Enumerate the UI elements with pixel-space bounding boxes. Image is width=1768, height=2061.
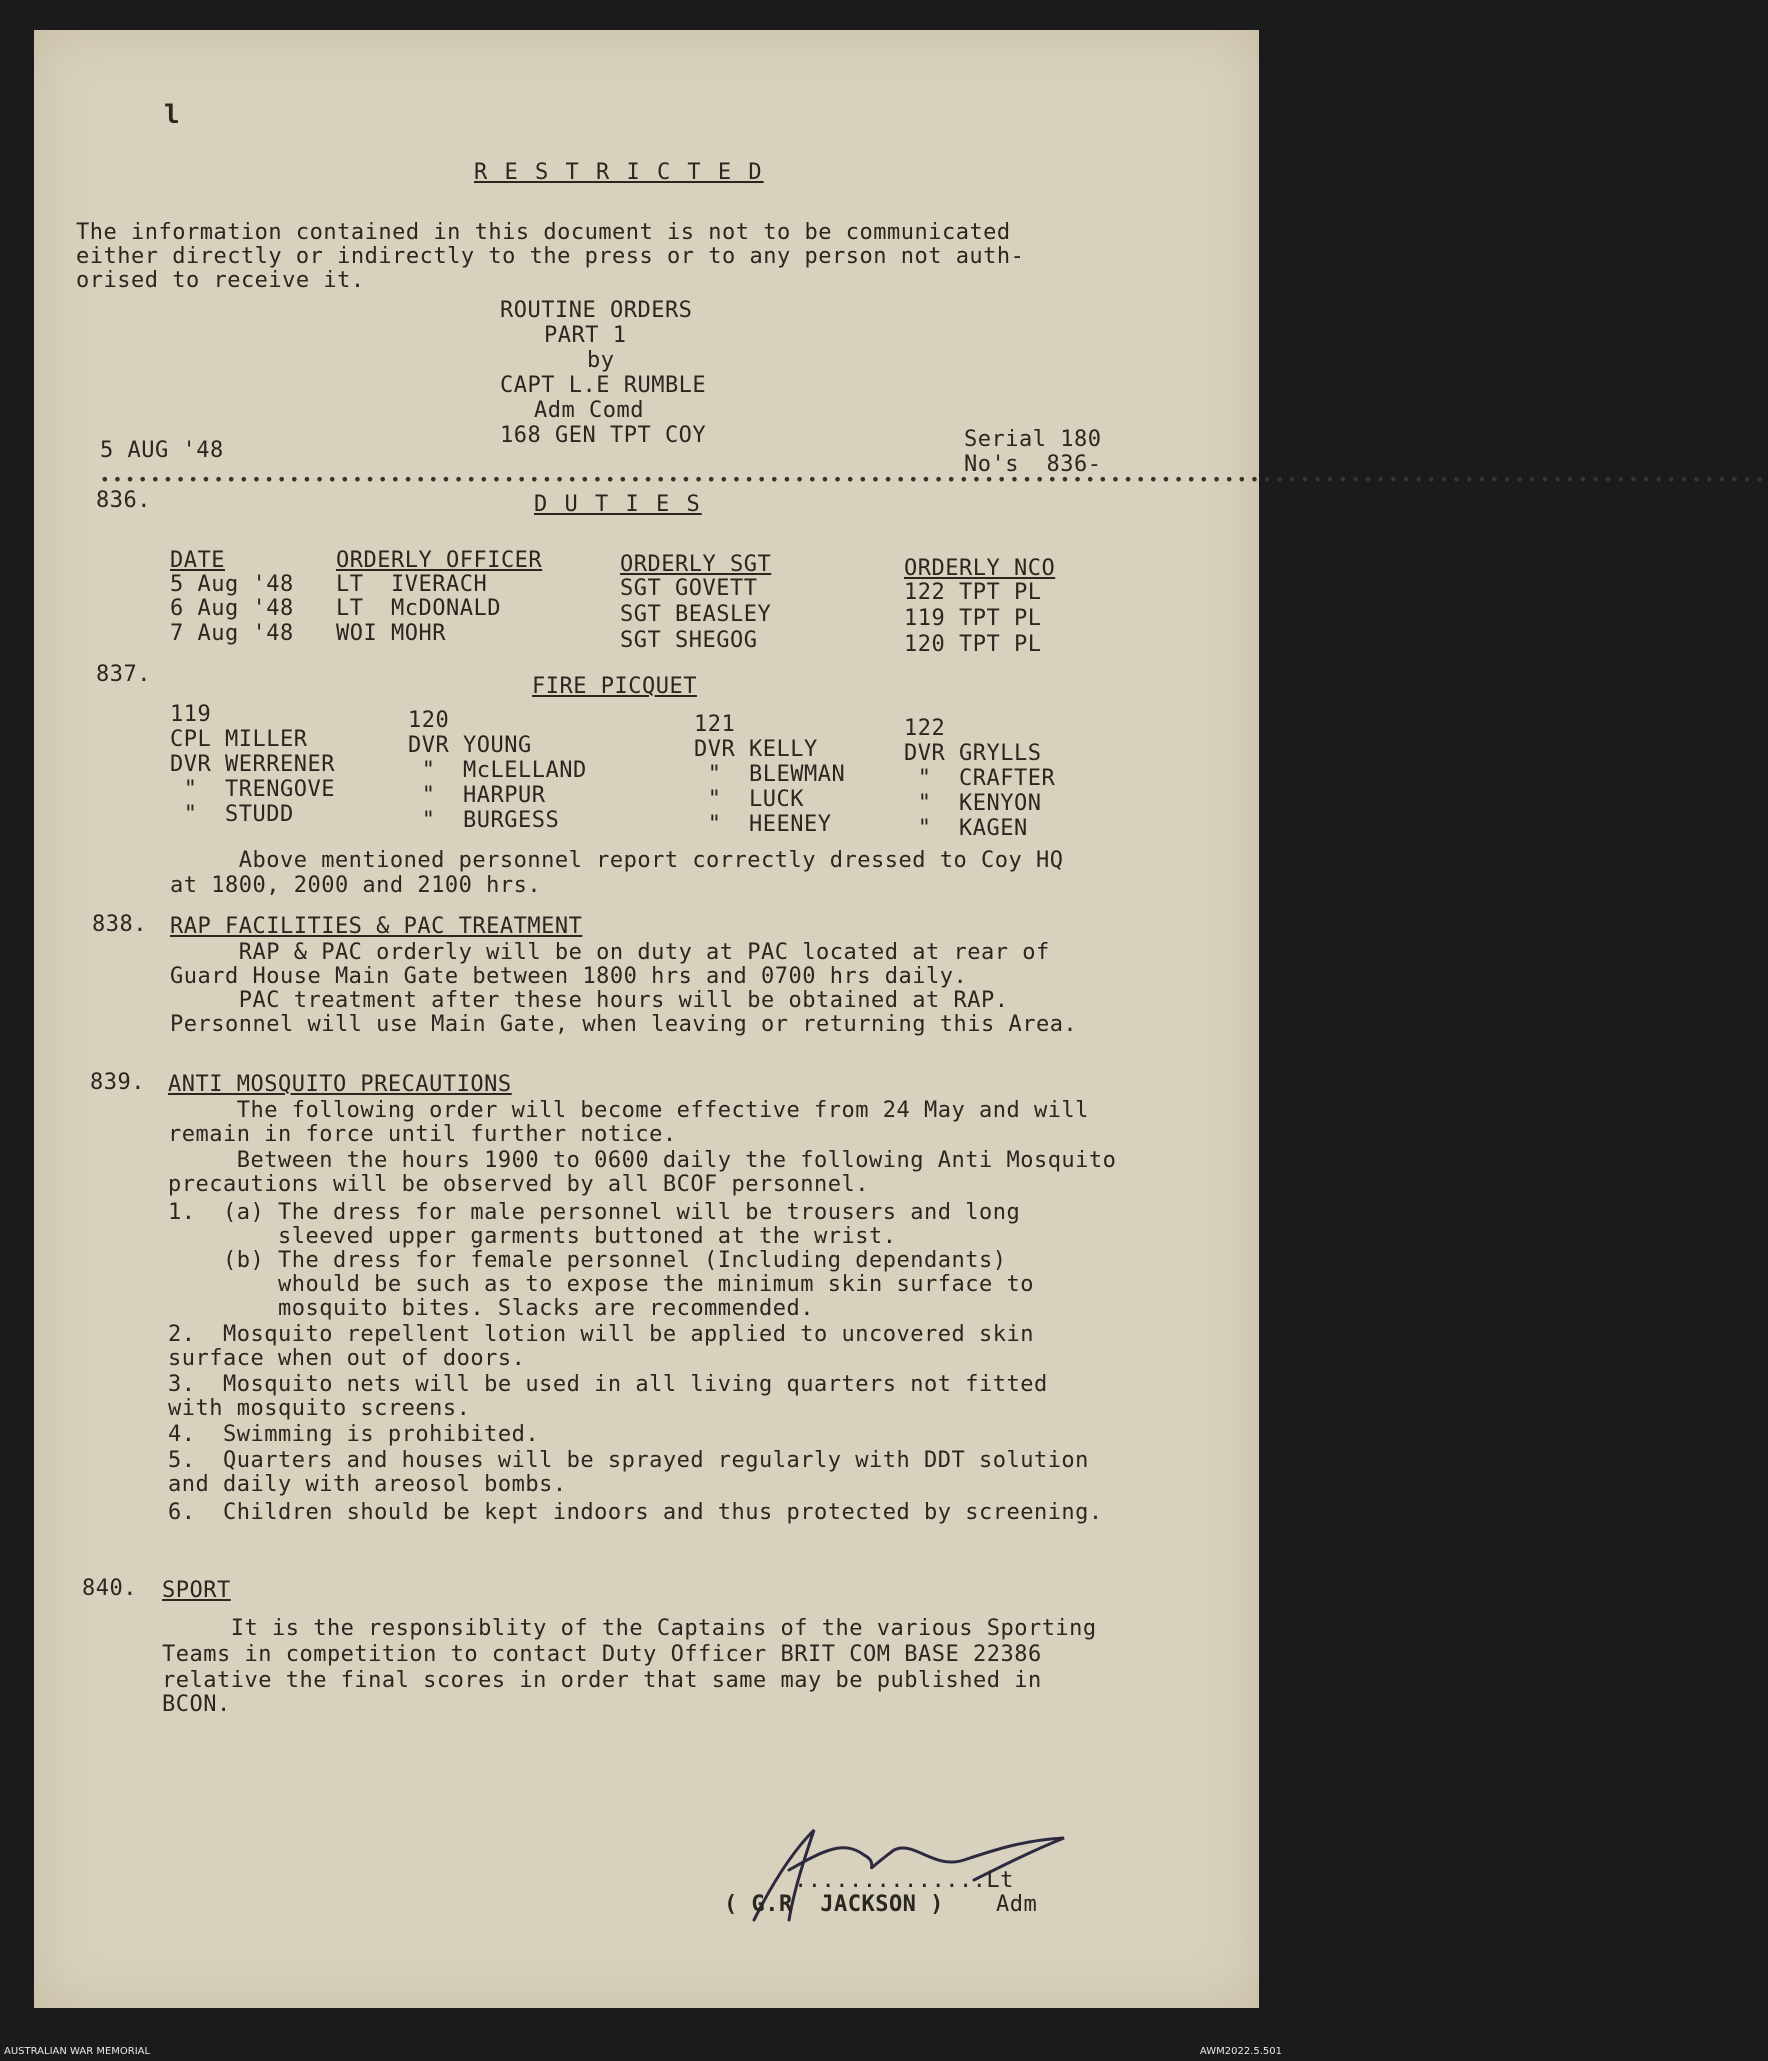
sport-line-2: Teams in competition to contact Duty Officer BRIT COM BASE 22386 [162, 1642, 1042, 1667]
picquet-122-entry-4: " KAGEN [904, 816, 1028, 841]
mosquito-line-16: and daily with areosol bombs. [168, 1472, 567, 1497]
mosquito-line-10: 2. Mosquito repellent lotion will be applied to uncovered skin [168, 1322, 1034, 1347]
fire-picquet-heading: FIRE PICQUET [532, 674, 697, 699]
footer-source: AUSTRALIAN WAR MEMORIAL [4, 2046, 151, 2057]
duties-row-1-sgt: SGT GOVETT [620, 576, 758, 601]
duties-col-sgt: ORDERLY SGT [620, 552, 772, 577]
archive-footer [0, 2045, 1288, 2061]
sport-line-4: BCON. [162, 1692, 231, 1717]
duties-row-1-date: 5 Aug '48 [170, 572, 294, 597]
duties-row-1-officer: LT IVERACH [336, 572, 488, 597]
order-date: 5 AUG '48 [100, 438, 224, 463]
picquet-122-entry-2: " CRAFTER [904, 766, 1056, 791]
picquet-note-line-1: Above mentioned personnel report correctly dressed to Coy HQ [170, 848, 1064, 873]
signatory-name: ( G.R JACKSON ) [724, 1892, 944, 1917]
picquet-122-entry-3: " KENYON [904, 791, 1042, 816]
duties-row-2-sgt: SGT BEASLEY [620, 602, 772, 627]
picquet-119-unit: 119 [170, 702, 212, 727]
order-numbers: No's 836- [964, 452, 1102, 477]
title-line-4: CAPT L.E RUMBLE [500, 373, 707, 398]
mosquito-line-7: (b) The dress for female personnel (Including dependants) [168, 1248, 1007, 1273]
sport-line-3: relative the final scores in order that same may be published in [162, 1668, 1042, 1693]
duties-row-3-officer: WOI MOHR [336, 621, 446, 646]
section-number-837: 837. [96, 662, 151, 687]
mosquito-line-17: 6. Children should be kept indoors and thus protected by screening. [168, 1500, 1103, 1525]
picquet-122-entry-1: DVR GRYLLS [904, 741, 1042, 766]
mosquito-line-15: 5. Quarters and houses will be sprayed regularly with DDT solution [168, 1448, 1089, 1473]
title-line-3: by [587, 348, 615, 373]
corner-mark: l [164, 100, 181, 130]
classification-heading: R E S T R I C T E D [474, 160, 764, 185]
duties-row-1-nco: 122 TPT PL [904, 580, 1042, 605]
mosquito-line-6: sleeved upper garments buttoned at the wrist. [168, 1224, 897, 1249]
section-number-838: 838. [92, 912, 147, 937]
picquet-120-unit: 120 [408, 708, 450, 733]
rap-line-1: RAP & PAC orderly will be on duty at PAC located at rear of [170, 940, 1050, 965]
picquet-119-entry-3: " TRENGOVE [170, 777, 335, 802]
picquet-note-line-2: at 1800, 2000 and 2100 hrs. [170, 873, 542, 898]
mosquito-line-4: precautions will be observed by all BCOF personnel. [168, 1172, 870, 1197]
mosquito-line-1: The following order will become effective from 24 May and will [168, 1098, 1089, 1123]
signatory-role: Adm [996, 1892, 1038, 1917]
rap-heading: RAP FACILITIES & PAC TREATMENT [170, 914, 583, 939]
title-line-2: PART 1 [544, 323, 627, 348]
mosquito-line-12: 3. Mosquito nets will be used in all living quarters not fitted [168, 1372, 1048, 1397]
title-line-6: 168 GEN TPT COY [500, 423, 707, 448]
mosquito-line-11: surface when out of doors. [168, 1346, 526, 1371]
picquet-119-entry-4: " STUDD [170, 802, 294, 827]
picquet-120-entry-1: DVR YOUNG [408, 733, 532, 758]
footer-accession: AWM2022.5.501 [1199, 2046, 1282, 2057]
sport-line-1: It is the responsiblity of the Captains of the various Sporting [162, 1616, 1097, 1641]
sport-heading: SPORT [162, 1578, 231, 1603]
mosquito-line-3: Between the hours 1900 to 0600 daily the following Anti Mosquito [168, 1148, 1117, 1173]
duties-col-officer: ORDERLY OFFICER [336, 548, 543, 573]
picquet-121-entry-4: " HEENEY [694, 812, 832, 837]
picquet-120-entry-4: " BURGESS [408, 808, 560, 833]
picquet-119-entry-1: CPL MILLER [170, 727, 308, 752]
duties-row-3-sgt: SGT SHEGOG [620, 628, 758, 653]
duties-row-2-nco: 119 TPT PL [904, 606, 1042, 631]
section-number-839: 839. [90, 1070, 145, 1095]
duties-row-3-nco: 120 TPT PL [904, 632, 1042, 657]
section-number-840: 840. [82, 1576, 137, 1601]
picquet-119-entry-2: DVR WERRENER [170, 752, 335, 777]
rap-line-3: PAC treatment after these hours will be obtained at RAP. [170, 988, 1009, 1013]
picquet-120-entry-2: " McLELLAND [408, 758, 587, 783]
duties-row-2-date: 6 Aug '48 [170, 596, 294, 621]
mosquito-heading: ANTI MOSQUITO PRECAUTIONS [168, 1072, 512, 1097]
picquet-121-entry-3: " LUCK [694, 787, 804, 812]
document-page [34, 30, 1768, 2008]
notice-line-2: either directly or indirectly to the press or to any person not auth- [76, 244, 1025, 269]
picquet-121-entry-2: " BLEWMAN [694, 762, 846, 787]
duties-row-3-date: 7 Aug '48 [170, 621, 294, 646]
title-line-5: Adm Comd [534, 398, 644, 423]
notice-line-3: orised to receive it. [76, 268, 365, 293]
duties-row-2-officer: LT McDONALD [336, 596, 501, 621]
mosquito-line-13: with mosquito screens. [168, 1396, 471, 1421]
signature-dots-rank: ..............Lt [794, 1868, 1014, 1893]
section-number-836: 836. [96, 488, 151, 513]
duties-heading: D U T I E S [534, 492, 702, 517]
picquet-121-entry-1: DVR KELLY [694, 737, 818, 762]
mosquito-line-2: remain in force until further notice. [168, 1122, 677, 1147]
rap-line-4: Personnel will use Main Gate, when leaving or returning this Area. [170, 1012, 1078, 1037]
duties-col-nco: ORDERLY NCO [904, 556, 1056, 581]
mosquito-line-8: whould be such as to expose the minimum skin surface to [168, 1272, 1034, 1297]
mosquito-line-9: mosquito bites. Slacks are recommended. [168, 1296, 815, 1321]
duties-col-date: DATE [170, 548, 225, 573]
picquet-122-unit: 122 [904, 716, 946, 741]
title-line-1: ROUTINE ORDERS [500, 298, 693, 323]
mosquito-line-5: 1. (a) The dress for male personnel will be trousers and long [168, 1200, 1021, 1225]
mosquito-line-14: 4. Swimming is prohibited. [168, 1422, 540, 1447]
serial-number: Serial 180 [964, 427, 1102, 452]
rap-line-2: Guard House Main Gate between 1800 hrs and 0700 hrs daily. [170, 964, 968, 989]
notice-line-1: The information contained in this document is not to be communicated [76, 220, 1011, 245]
dotted-separator: •••••••••••••••••••••••••••••••••••••••••••••••••••••••••••••••••••••••••••••••••••••••••••••••••••••••••••••••••••••••••••••••••••• [100, 470, 1768, 489]
picquet-121-unit: 121 [694, 712, 736, 737]
picquet-120-entry-3: " HARPUR [408, 783, 546, 808]
